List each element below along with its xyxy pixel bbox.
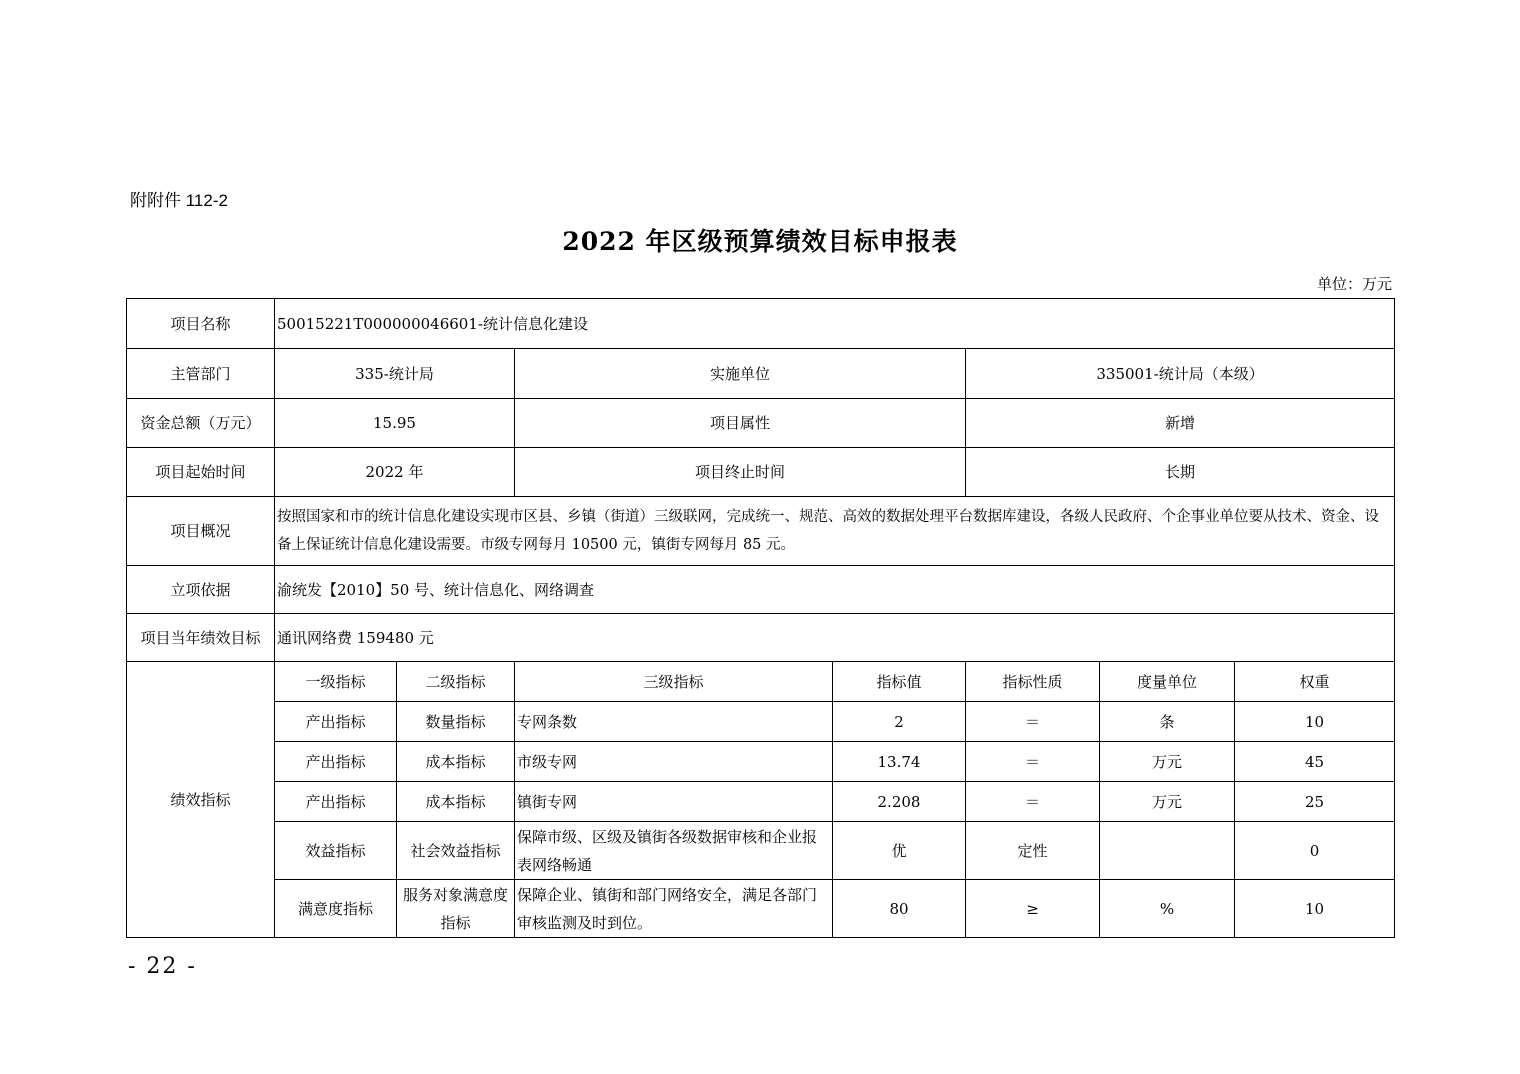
indicator-header-row [127,662,1395,702]
header-cell: 度量单位 [1100,662,1235,702]
cell: 0 [1235,822,1395,880]
cell: 10 [1235,702,1395,742]
cell: 优 [833,822,966,880]
cell: ＝ [966,782,1100,822]
header-cell: 指标值 [833,662,966,702]
cell-label: 实施单位 [515,349,966,399]
row-overview [127,497,1395,566]
header-cell: 指标性质 [966,662,1100,702]
cell-label: 项目当年绩效目标 [127,614,275,662]
cell: 定性 [966,822,1100,880]
cell: 成本指标 [397,782,515,822]
attachment-label: 附附件 112-2 [130,191,228,210]
row-time [127,448,1395,497]
cell: 服务对象满意度指标 [397,880,515,938]
table-row [127,742,1395,782]
cell: ≥ [966,880,1100,938]
cell-value: 335001-统计局（本级） [966,349,1395,399]
cell: 成本指标 [397,742,515,782]
cell: 产出指标 [275,782,397,822]
header-cell: 一级指标 [275,662,397,702]
cell-value: 按照国家和市的统计信息化建设实现市区县、乡镇（街道）三级联网，完成统一、规范、高效的数据处理平台数据库建设，各级人民政府、个企事业单位要从技术、资金、设备上保证统计信息化建设需要。市级专网每月 10500 元，镇街专网每月 85 元。 [275,497,1395,566]
row-basis [127,566,1395,614]
cell: 效益指标 [275,822,397,880]
header-cell: 二级指标 [397,662,515,702]
cell: 市级专网 [515,742,833,782]
cell-value: 新增 [966,399,1395,448]
cell: 镇街专网 [515,782,833,822]
cell-label: 资金总额（万元） [127,399,275,448]
row-project-name [127,299,1395,349]
cell: 专网条数 [515,702,833,742]
table-row [127,702,1395,742]
row-funds [127,399,1395,448]
cell: ＝ [966,702,1100,742]
indicators-label: 绩效指标 [127,662,275,938]
cell-value: 2022 年 [275,448,515,497]
cell-label: 项目起始时间 [127,448,275,497]
cell-label: 立项依据 [127,566,275,614]
cell: 80 [833,880,966,938]
unit-label: 单位：万元 [1316,275,1392,293]
row-goal [127,614,1395,662]
cell: 13.74 [833,742,966,782]
page-number: - 22 - [128,954,197,979]
cell-value: 通讯网络费 159480 元 [275,614,1395,662]
cell: 产出指标 [275,702,397,742]
cell-label: 项目终止时间 [515,448,966,497]
page-title: 2022 年区级预算绩效目标申报表 [562,227,958,256]
cell: 数量指标 [397,702,515,742]
cell [1100,822,1235,880]
cell: 45 [1235,742,1395,782]
cell-value: 15.95 [275,399,515,448]
cell: % [1100,880,1235,938]
header-cell: 三级指标 [515,662,833,702]
table-row [127,782,1395,822]
table-row [127,822,1395,880]
cell-label: 主管部门 [127,349,275,399]
cell-label: 项目概况 [127,497,275,566]
cell: 25 [1235,782,1395,822]
cell: ＝ [966,742,1100,782]
header-cell: 权重 [1235,662,1395,702]
cell-label: 项目属性 [515,399,966,448]
budget-target-table [126,298,1395,938]
cell: 万元 [1100,782,1235,822]
cell: 产出指标 [275,742,397,782]
cell-value: 渝统发【2010】50 号、统计信息化、网络调查 [275,566,1395,614]
cell-value: 50015221T000000046601-统计信息化建设 [275,299,1395,349]
cell-value: 长期 [966,448,1395,497]
row-department [127,349,1395,399]
cell: 保障企业、镇街和部门网络安全，满足各部门审核监测及时到位。 [515,880,833,938]
cell: 保障市级、区级及镇街各级数据审核和企业报表网络畅通 [515,822,833,880]
cell: 2 [833,702,966,742]
table-row [127,880,1395,938]
cell-label: 项目名称 [127,299,275,349]
cell: 10 [1235,880,1395,938]
cell: 满意度指标 [275,880,397,938]
cell: 社会效益指标 [397,822,515,880]
cell-value: 335-统计局 [275,349,515,399]
cell: 2.208 [833,782,966,822]
cell: 万元 [1100,742,1235,782]
cell: 条 [1100,702,1235,742]
